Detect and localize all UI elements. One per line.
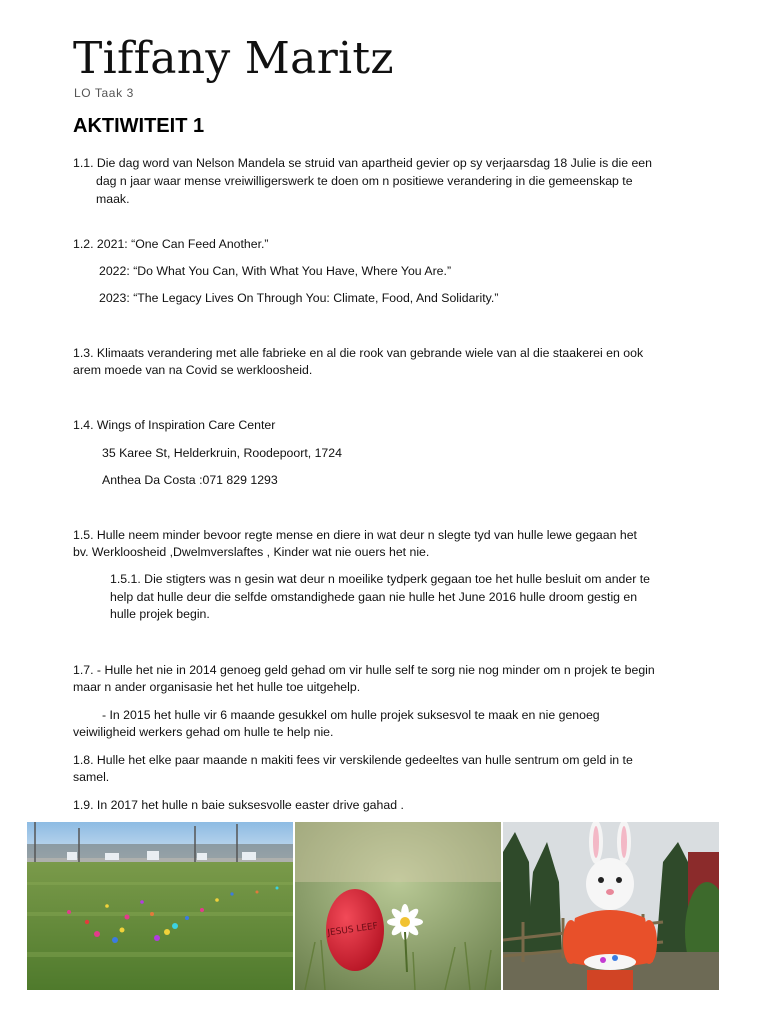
paragraph-1-5-line-2: bv. Werkloosheid ,Dwelmverslaftes , Kinder wat nie ouers het nie.	[73, 545, 430, 559]
document-title: Tiffany Maritz	[73, 33, 394, 84]
paragraph-1-2-line-2: 2022: “Do What You Can, With What You Have, Where You Are.”	[99, 264, 452, 278]
document-subtitle: LO Taak 3	[74, 86, 134, 100]
paragraph-1-1-line-1: 1.1. Die dag word van Nelson Mandela se struid van apartheid gevier op sy verjaarsdag 18 Julie is die een	[73, 156, 652, 170]
paragraph-1-5-1-line-3: hulle projek begin.	[110, 607, 210, 621]
paragraph-1-7-line-4: veiwiligheid werkers gehad om hulle te help nie.	[73, 725, 334, 739]
section-heading: AKTIWITEIT 1	[73, 115, 205, 137]
paragraph-1-8-line-2: samel.	[73, 770, 110, 784]
paragraph-1-9-line-1: 1.9. In 2017 het hulle n baie suksesvolle easter drive gahad .	[73, 798, 404, 812]
paragraph-1-8-line-1: 1.8. Hulle het elke paar maande n makiti fees vir verskilende gedeeltes van hulle sentrum om geld in te	[73, 753, 633, 767]
paragraph-1-3-line-2: arem moede van na Covid se werkloosheid.	[73, 363, 313, 377]
paragraph-1-3-line-1: 1.3. Klimaats verandering met alle fabrieke en al die rook van gebrande wiele van al die staakerei en ook	[73, 346, 644, 360]
photo-easter-bunny	[503, 822, 719, 990]
photo-egg-field	[27, 822, 293, 990]
paragraph-1-2-line-3: 2023: “The Legacy Lives On Through You: Climate, Food, And Solidarity.”	[99, 291, 499, 305]
paragraph-1-1-line-3: maak.	[96, 192, 130, 206]
paragraph-1-5-1-line-2: help dat hulle deur die selfde omstandighede gaan nie hulle het June 2016 hulle droom gestig en	[110, 590, 638, 604]
photo-strip	[27, 822, 719, 990]
paragraph-1-4-line-2: 35 Karee St, Helderkruin, Roodepoort, 1724	[102, 446, 342, 460]
paragraph-1-7-line-1: 1.7. - Hulle het nie in 2014 genoeg geld gehad om vir hulle self te sorg nie nog minder om n projek te begin	[73, 663, 655, 677]
paragraph-1-1-line-2: dag n jaar waar mense vreiwilligerswerk te doen om n positiewe verandering in die gemeenskap te	[96, 174, 633, 188]
paragraph-1-7-line-2: maar n ander organisasie het het hulle toe uitgehelp.	[73, 680, 361, 694]
paragraph-1-7-line-3: - In 2015 het hulle vir 6 maande gesukkel om hulle projek suksesvol te maak en nie genoeg	[102, 708, 600, 722]
paragraph-1-4-line-1: 1.4. Wings of Inspiration Care Center	[73, 418, 276, 432]
paragraph-1-2-line-1: 1.2. 2021: “One Can Feed Another.”	[73, 237, 269, 251]
paragraph-1-4-line-3: Anthea Da Costa :071 829 1293	[102, 473, 278, 487]
photo-red-egg	[295, 822, 501, 990]
paragraph-1-5-1-line-1: 1.5.1. Die stigters was n gesin wat deur n moeilike tydperk gegaan toe het hulle besluit om ander te	[110, 572, 651, 586]
paragraph-1-5-line-1: 1.5. Hulle neem minder bevoor regte mense en diere in wat deur n slegte tyd van hulle lewe gegaan het	[73, 528, 637, 542]
egg-inscription: JESUS LEEF	[326, 921, 379, 939]
